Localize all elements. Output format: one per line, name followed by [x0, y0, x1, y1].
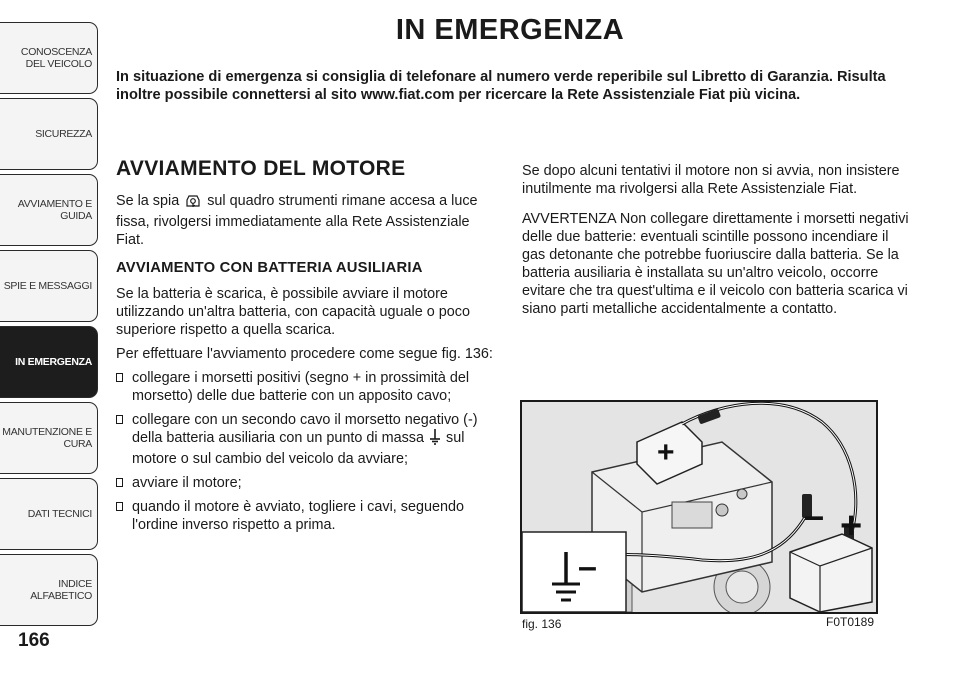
- square-bullet-icon: [116, 373, 123, 382]
- subsection-heading: AVVIAMENTO CON BATTERIA AUSILIARIA: [116, 260, 423, 276]
- tab-label: DATI TECNICI: [27, 508, 92, 520]
- figure-code: F0T0189: [826, 615, 875, 629]
- section-heading: AVVIAMENTO DEL MOTORE: [116, 157, 406, 180]
- tab-conoscenza-del-veicolo[interactable]: [0, 22, 98, 94]
- tab-indice-alfabetico[interactable]: [0, 554, 98, 626]
- tab-label: MANUTENZIONE E CURA: [2, 426, 92, 450]
- ground-symbol-icon: [429, 429, 441, 450]
- aux-plus-label: +: [840, 505, 863, 547]
- list-item: [116, 498, 500, 534]
- warning-paragraph: AVVERTENZA Non collegare direttamente i morsetti negativi delle due batterie: eventuali scintille possono incendiare il gas detonante che potrebbe fuoriuscire dalla batteria. Se la batteria ausiliaria è installata su un'altro veicolo, occorre evitare che tra quest'ultima e il veicolo con batteria scarica vi siano parti metalliche accidentalmente a contatto.: [522, 211, 909, 317]
- tab-label: CONOSCENZA DEL VEICOLO: [20, 46, 92, 70]
- step-text: collegare con un secondo cavo il morsetto negativo (-) della batteria ausiliaria con un punto di massa: [132, 412, 478, 446]
- square-bullet-icon: [116, 502, 123, 511]
- retry-paragraph: Se dopo alcuni tentativi il motore non si avvia, non insistere inutilmente ma rivolgersi alla Rete Assistenziale Fiat.: [522, 163, 900, 197]
- battery-paragraph: Se la batteria è scarica, è possibile avviare il motore utilizzando un'altra batteria, con capacità uguale o poco superiore rispetto a quella scarica.: [116, 286, 470, 338]
- aux-minus-label: –: [804, 495, 825, 536]
- step-text: quando il motore è avviato, togliere i cavi, seguendo l'ordine inverso rispetto a prima.: [132, 499, 464, 533]
- tab-sicurezza[interactable]: [0, 98, 98, 170]
- step-text: collegare i morsetti positivi (segno + in prossimità del morsetto) delle due batterie con un apposito cavo;: [132, 370, 470, 404]
- procedure-paragraph: Per effettuare l'avviamento procedere come segue fig. 136:: [116, 346, 493, 362]
- square-bullet-icon: [116, 478, 123, 487]
- page-number: 166: [18, 630, 50, 651]
- tab-manutenzione-e-cura[interactable]: [0, 402, 98, 474]
- jump-start-illustration: [520, 400, 878, 614]
- tab-label: SPIE E MESSAGGI: [3, 280, 92, 292]
- list-item: [116, 369, 500, 405]
- step-text: sul motore o sul cambio del veicolo da avviare;: [132, 430, 465, 467]
- list-item: [116, 474, 500, 492]
- list-item: [116, 411, 500, 468]
- right-column: [522, 162, 914, 324]
- step-text: avviare il motore;: [132, 475, 242, 491]
- tab-label: IN EMERGENZA: [15, 356, 92, 368]
- tab-avviamento-e-guida[interactable]: [0, 174, 98, 246]
- square-bullet-icon: [116, 415, 123, 424]
- tab-label: INDICE ALFABETICO: [30, 578, 92, 602]
- tab-label: SICUREZZA: [35, 128, 92, 140]
- page-title: IN EMERGENZA: [395, 14, 625, 46]
- battery-plus-label: +: [657, 436, 675, 469]
- tab-in-emergenza[interactable]: [0, 326, 98, 398]
- tab-label: AVVIAMENTO E GUIDA: [17, 198, 92, 222]
- tab-dati-tecnici[interactable]: [0, 478, 98, 550]
- warning-lamp-paragraph: [116, 192, 500, 249]
- battery-diagram: [522, 402, 876, 612]
- intro-paragraph: In situazione di emergenza si consiglia di telefonare al numero verde reperibile sul Libretto di Garanzia. Risulta inoltre possibile connettersi al sito www.fiat.com per ricercare la Rete Assistenziale Fiat più vicina.: [116, 69, 886, 103]
- engine-immobilizer-warning-icon: [184, 192, 202, 213]
- tab-spie-e-messaggi[interactable]: [0, 250, 98, 322]
- ground-minus-label: –: [578, 548, 597, 586]
- figure-caption: fig. 136: [522, 617, 562, 631]
- procedure-steps: [116, 369, 500, 534]
- paragraph-text: Se la spia: [116, 193, 180, 209]
- left-column: [116, 157, 500, 540]
- paragraph-text: sul quadro strumenti rimane accesa a luce fissa, rivolgersi immediatamente alla Rete Assistenziale Fiat.: [116, 193, 478, 248]
